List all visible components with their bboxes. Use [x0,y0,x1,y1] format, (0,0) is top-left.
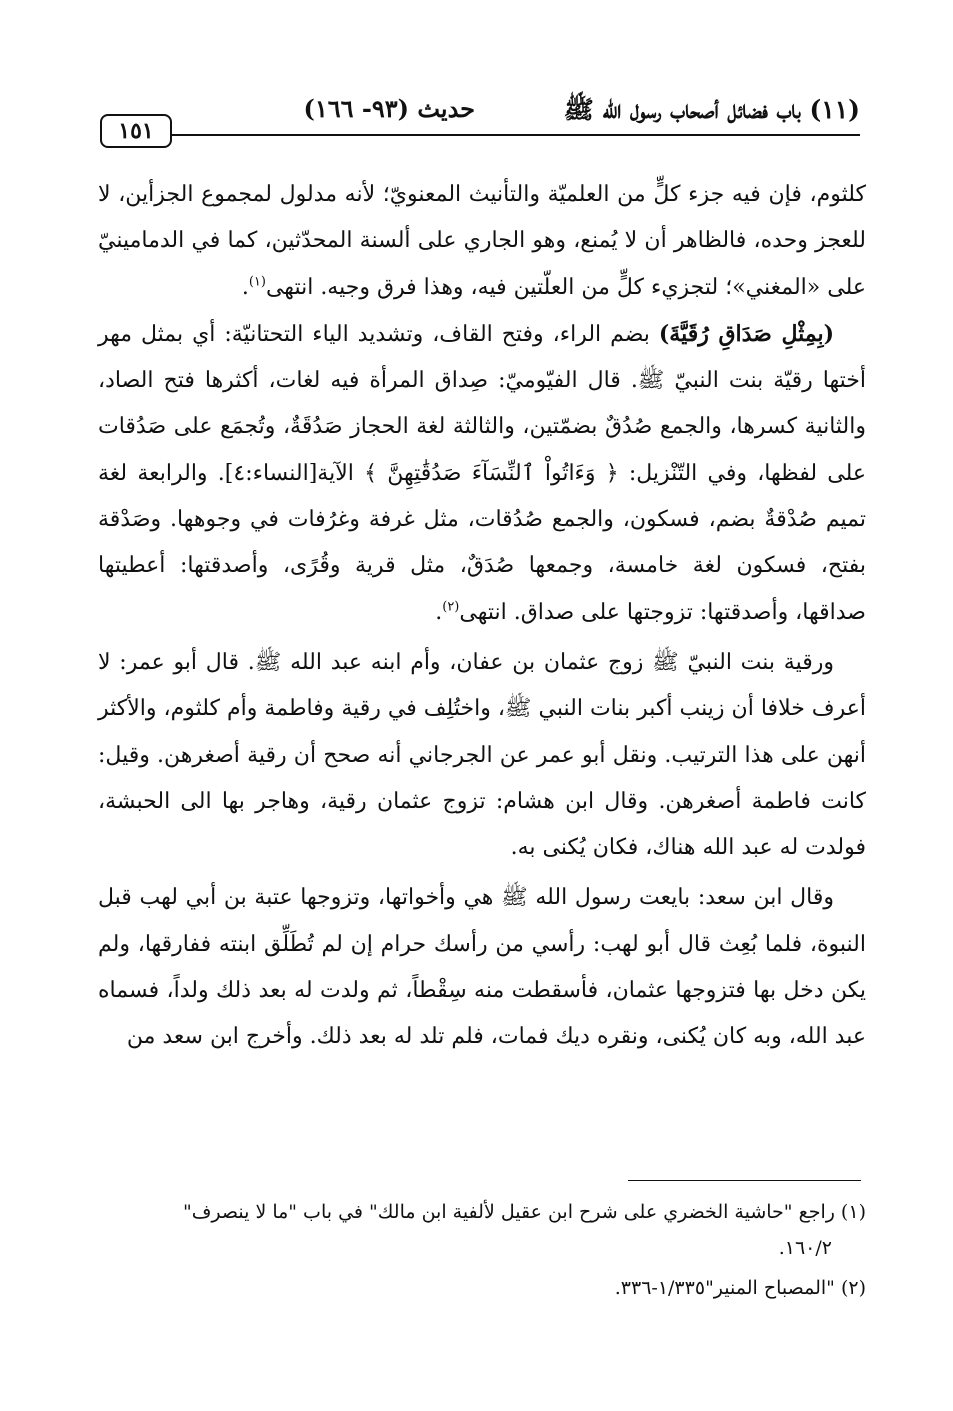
footnote-separator [628,1180,861,1181]
paragraph-1 [98,172,866,311]
footnote-1-line-1: (١) راجع "حاشية الخضري على شرح ابن عقيل لألفية ابن مالك" في باب "ما لا ينصرف" [182,1201,866,1223]
paragraph-2 [98,311,866,636]
paragraph-1-end: . [241,274,249,300]
hadith-range: حديث (٩٣- ١٦٦) [303,94,475,123]
hadith-phrase: (بِمِثْلِ صَدَاقِ رُقَيَّةَ) [658,320,835,347]
chapter-title: (١١) باب فضائل أصحاب رسول الله ﷺ [563,95,860,124]
footnote-ref-1: (١) [248,274,266,290]
paragraph-4: وقال ابن سعد: بايعت رسول الله ﷺ هي وأخواتها، وتزوجها عتبة بن أبي لهب قبل النبوة، فلما بُعِث قال أبو لهب: رأسي من رأسك حرام إن لم تُطَلِّق ابنته ففارقها، ولم يكن دخل بها فتزوجها عثمان، فأسقطت منه سِقْطاً، ثم ولدت له بعد ذلك ولداً، فسماه عبد الله، وبه كان يُكنى، ونقره ديك فمات، فلم تلد له بعد ذلك. وأخرج ابن سعد من [98,885,866,1050]
footnote-1-line-2: ١٦٠/٢. [778,1237,832,1259]
paragraph-2-end: . [435,599,443,625]
main-text [98,172,866,1061]
footnote-ref-2: (٢) [442,599,460,615]
paragraph-1-text: كلثوم، فإن فيه جزء كلٍّ من العلميّة والتأنيث المعنويّ؛ لأنه مدلول لمجموع الجزأين، لا للعجز وحده، فالظاهر أن لا يُمنع، وهو الجاري على ألسنة المحدّثين، كما في الدمامينيّ على «المغني»؛ لتجزيء كلٍّ من العلّتين فيه، وهذا فرق وجيه. انتهى [98,182,866,300]
page-header [100,92,860,152]
footnotes [98,1194,866,1306]
header-rule [170,134,860,136]
paragraph-2-text: بضم الراء، وفتح القاف، وتشديد الياء التحتانيّة: أي بمثل مهر أختها رقيّة بنت النبيّ ﷺ. قال الفيّوميّ: صِداق المرأة فيه لغات، أكثرها فتح الصاد، والثانية كسرها، والجمع صُدُقٌ بضمّتين، والثالثة لغة الحجاز صَدُقَةٌ، وتُجمَع على صَدُقات على لفظها، وفي التّنْزيل: ﴿ وَءَاتُواْ ٱلنِّسَآءَ صَدُقَٰتِهِنَّ ﴾ الآية[النساء:٤]. والرابعة لغة تميم صُدْقةٌ بضم، فسكون، والجمع صُدُقات، مثل غرفة وغرُفات في وجوهها. وصَدْقة بفتح، فسكون لغة خامسة، وجمعها صُدَقٌ، مثل قرية وقُرًى، وأصدقتها: أعطيتها صداقها، وأصدقتها: تزوجتها على صداق. انتهى [98,321,866,625]
paragraph-3: ورقية بنت النبيّ ﷺ زوج عثمان بن عفان، وأم ابنه عبد الله ﷺ. قال أبو عمر: لا أعرف خلافا أن زينب أكبر بنات النبي ﷺ، واختُلِف في رقية وفاطمة وأم كلثوم، والأكثر أنهن على هذا الترتيب. ونقل أبو عمر عن الجرجاني أنه صحح أن رقية أصغرهن. وقيل: كانت فاطمة أصغرهن. وقال ابن هشام: تزوج عثمان رقية، وهاجر بها الى الحبشة، فولدت له عبد الله هناك، فكان يُكنى به. [98,649,866,861]
page-number: ١٥١ [100,114,172,148]
footnote-2: (٢) "المصباح المنير"١/٣٣٥-٣٣٦. [614,1277,866,1299]
